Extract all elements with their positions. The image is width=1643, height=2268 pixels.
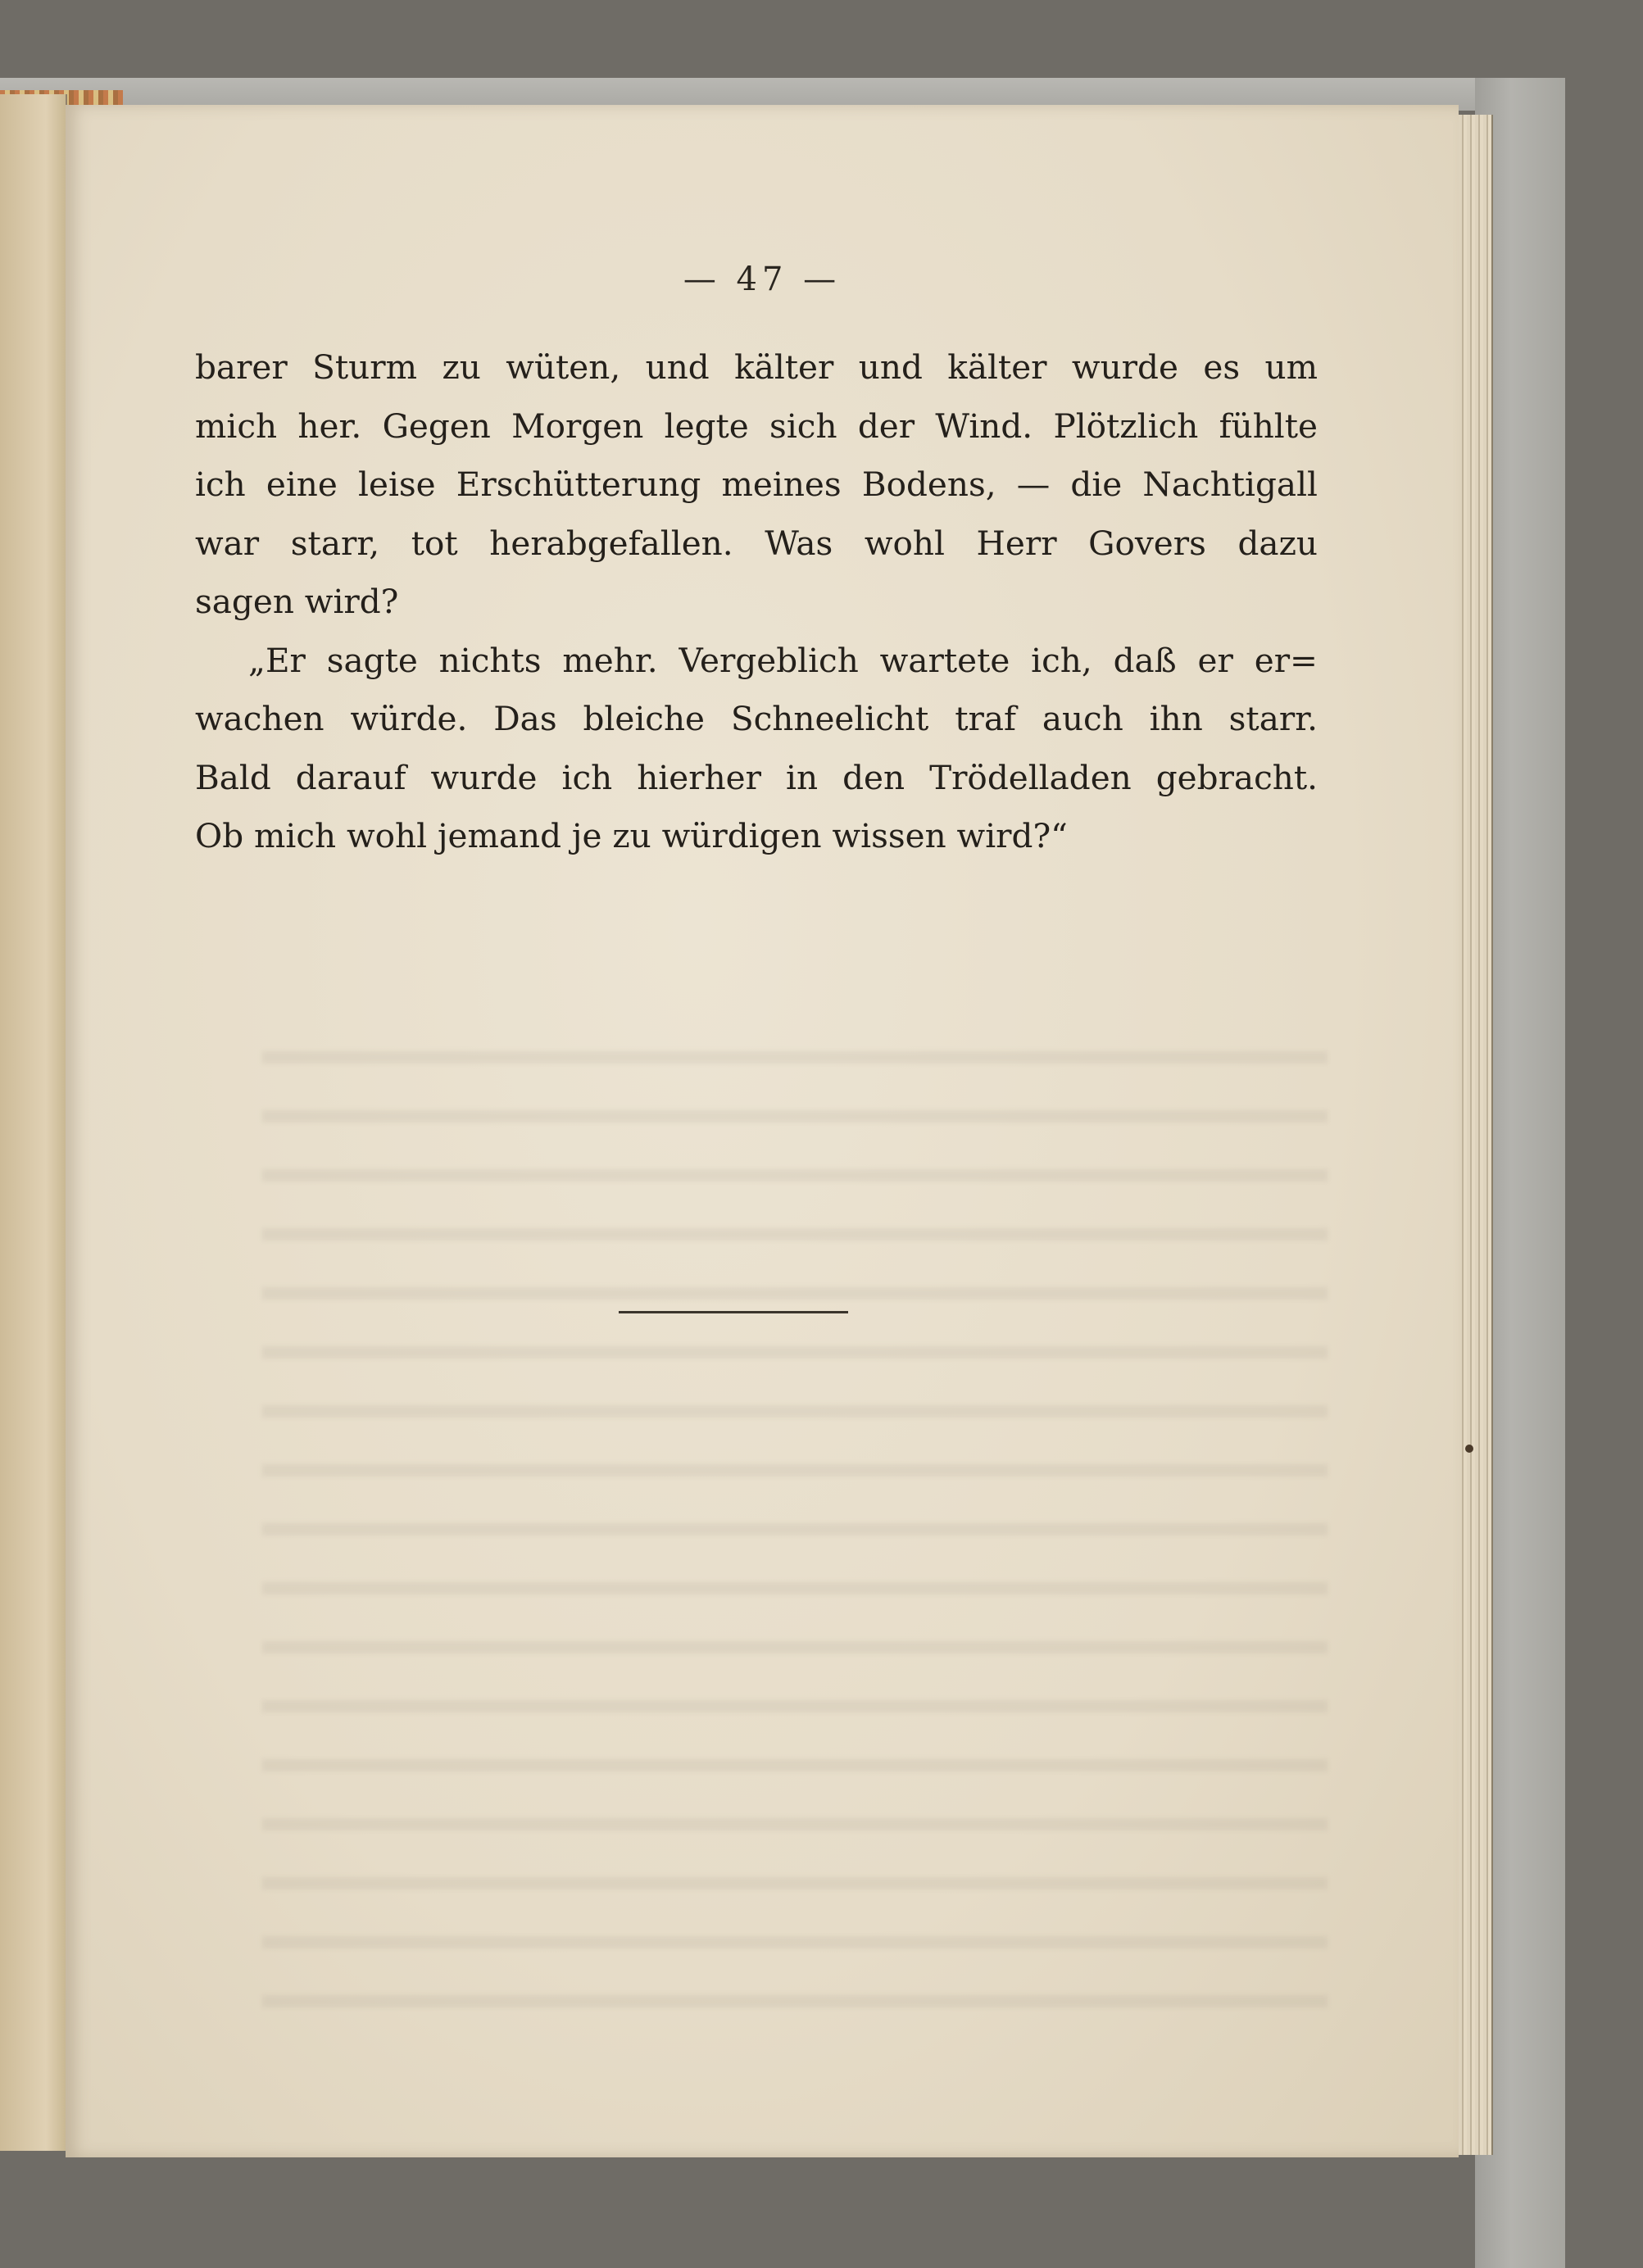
text-line: „Er sagte nichts mehr. Vergeblich wartete ich, daß er er= (248, 640, 1318, 680)
text-line: wachen würde. Das bleiche Schneelicht traf auch ihn starr. (195, 699, 1318, 738)
text-line: Bald darauf wurde ich hierher in den Trödelladen gebracht. (195, 757, 1318, 797)
text-line: barer Sturm zu wüten, und kälter und kälter wurde es um (195, 347, 1318, 387)
text-line: sagen wird? (195, 582, 399, 621)
section-end-rule (619, 1311, 848, 1313)
bleed-through-text (262, 1014, 1328, 2039)
previous-page-edge (0, 94, 67, 2151)
text-line: mich her. Gegen Morgen legte sich der Wind. Plötzlich fühlte (195, 406, 1318, 446)
text-line: war starr, tot herabgefallen. Was wohl Herr Govers dazu (195, 523, 1318, 563)
text-line: Ob mich wohl jemand je zu würdigen wissen wird?“ (195, 816, 1068, 855)
page-number: — 47 — (683, 261, 842, 298)
book-page (66, 105, 1459, 2157)
page-body-text (195, 338, 1318, 866)
text-line: ich eine leise Erschütterung meines Bodens, — die Nachtigall (195, 465, 1318, 504)
ink-spot (1465, 1445, 1473, 1453)
